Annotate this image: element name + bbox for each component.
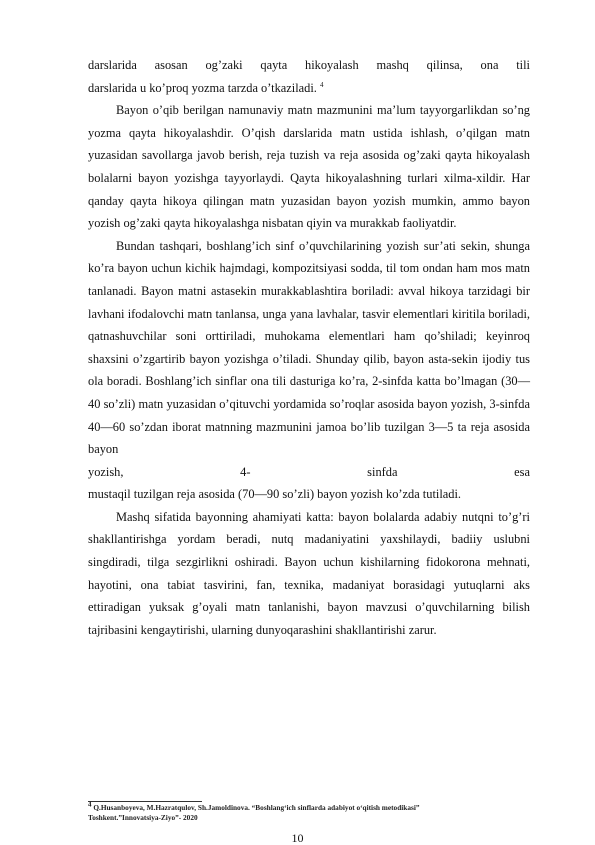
text-line: yozish, 4- sinfda esa <box>88 464 530 479</box>
paragraph: Mashq sifatida bayonning ahamiyati katta: bayon bolalarda adabiy nutqni to’g’ri shakllantirishga yordam beradi, nutq madaniyatini yaxshilaydi, badiiy uslubni singdiradi, tilga sezgirlikni oshiradi. Bayon uchun kishilarning fidokorona mehnati, hayotini, ona tabiat tasvirini, fan, texnika, madaniyat borasidagi yutuqlarni aks ettiradigan yuksak g’oyali matn tanlanishi, bayon mavzusi o’quvchilarning bilish tajribasini kengaytirishi, ularning dunyoqarashini shakllantirishi zarur. <box>88 509 530 637</box>
text-line: darslarida asosan og’zaki qayta hikoyalash mashq qilinsa, ona tili <box>88 58 530 72</box>
paragraph: Bayon o’qib berilgan namunaviy matn mazmunini ma’lum tayyorgarlikdan so’ng yozma qayta hikoyalashdir. O’qish darslarida matn ustida ishlash, o’qilgan matn yuzasidan savollarga javob berish, reja tuzish va reja asosida og’zaki qayta hikoyalash bolalarni bayon yozishga tayyorlaydi. Qayta hikoyalashning turlari xilma-xildir. Har qanday qayta hikoya qilingan matn yuzasidan bayon yozish mumkin, ammo bayon yozish og’zaki qayta hikoyalashga nisbatan qiyin va murakkab faoliyatdir. <box>88 103 530 231</box>
paragraph: Bundan tashqari, boshlang’ich sinf o’quvchilarining yozish sur’ati sekin, shunga ko’ra bayon uchun kichik hajmdagi, kompozitsiyasi sodda, til tom ondan ham mos matn tanlanadi. Bayon matni astasekin murakkablashtira boriladi: avval hikoya tarzidagi bir lavhani ifodalovchi matn tanlansa, unga yana lavhalar, tasvir elementlari kiritila boriladi, qatnashuvchilar soni orttiriladi, muhokama elementlari ham qo’shiladi; keyinroq shaxsini o’zgartirib bayon yozishga o’tiladi. Shunday qilib, bayon asta-sekin ijodiy tus ola boradi. Boshlang’ich sinflar ona tili dasturiga ko’ra, 2-sinfda katta bo’lmagan (30—40 so’zli) matn yuzasidan o’qituvchi yordamida so’roqlar asosida bayon yozish, 3-sinfda 40—60 so’zdan iborat matnning mazmunini jamoa bo’lib tuzilgan 3—5 ta reja asosida bayon <box>88 238 530 457</box>
text-line-content: darslarida u ko’proq yozma tarzda o’tkaziladi. <box>88 80 317 95</box>
footnote-line: Toshkent.”Innovatsiya-Ziyo”- 2020 <box>88 813 198 822</box>
footnote-mark: 4 <box>88 800 92 809</box>
text-line <box>88 77 530 100</box>
footnote-reference: 4 <box>320 80 324 89</box>
footnote-line <box>88 800 528 813</box>
footnote-text: Q.Husanboyeva, M.Hazratqulov, Sh.Jamoldinova. “Boshlang‘ich sinflarda adabiyot o‘qitish metodikasi” <box>93 803 420 812</box>
footnote <box>88 800 528 823</box>
text-line: mustaqil tuzilgan reja asosida (70—90 so’zli) bayon yozish ko’zda tutiladi. <box>88 487 462 502</box>
body-text <box>88 54 530 641</box>
page-number: 10 <box>291 831 304 845</box>
footnote-divider <box>88 801 202 802</box>
